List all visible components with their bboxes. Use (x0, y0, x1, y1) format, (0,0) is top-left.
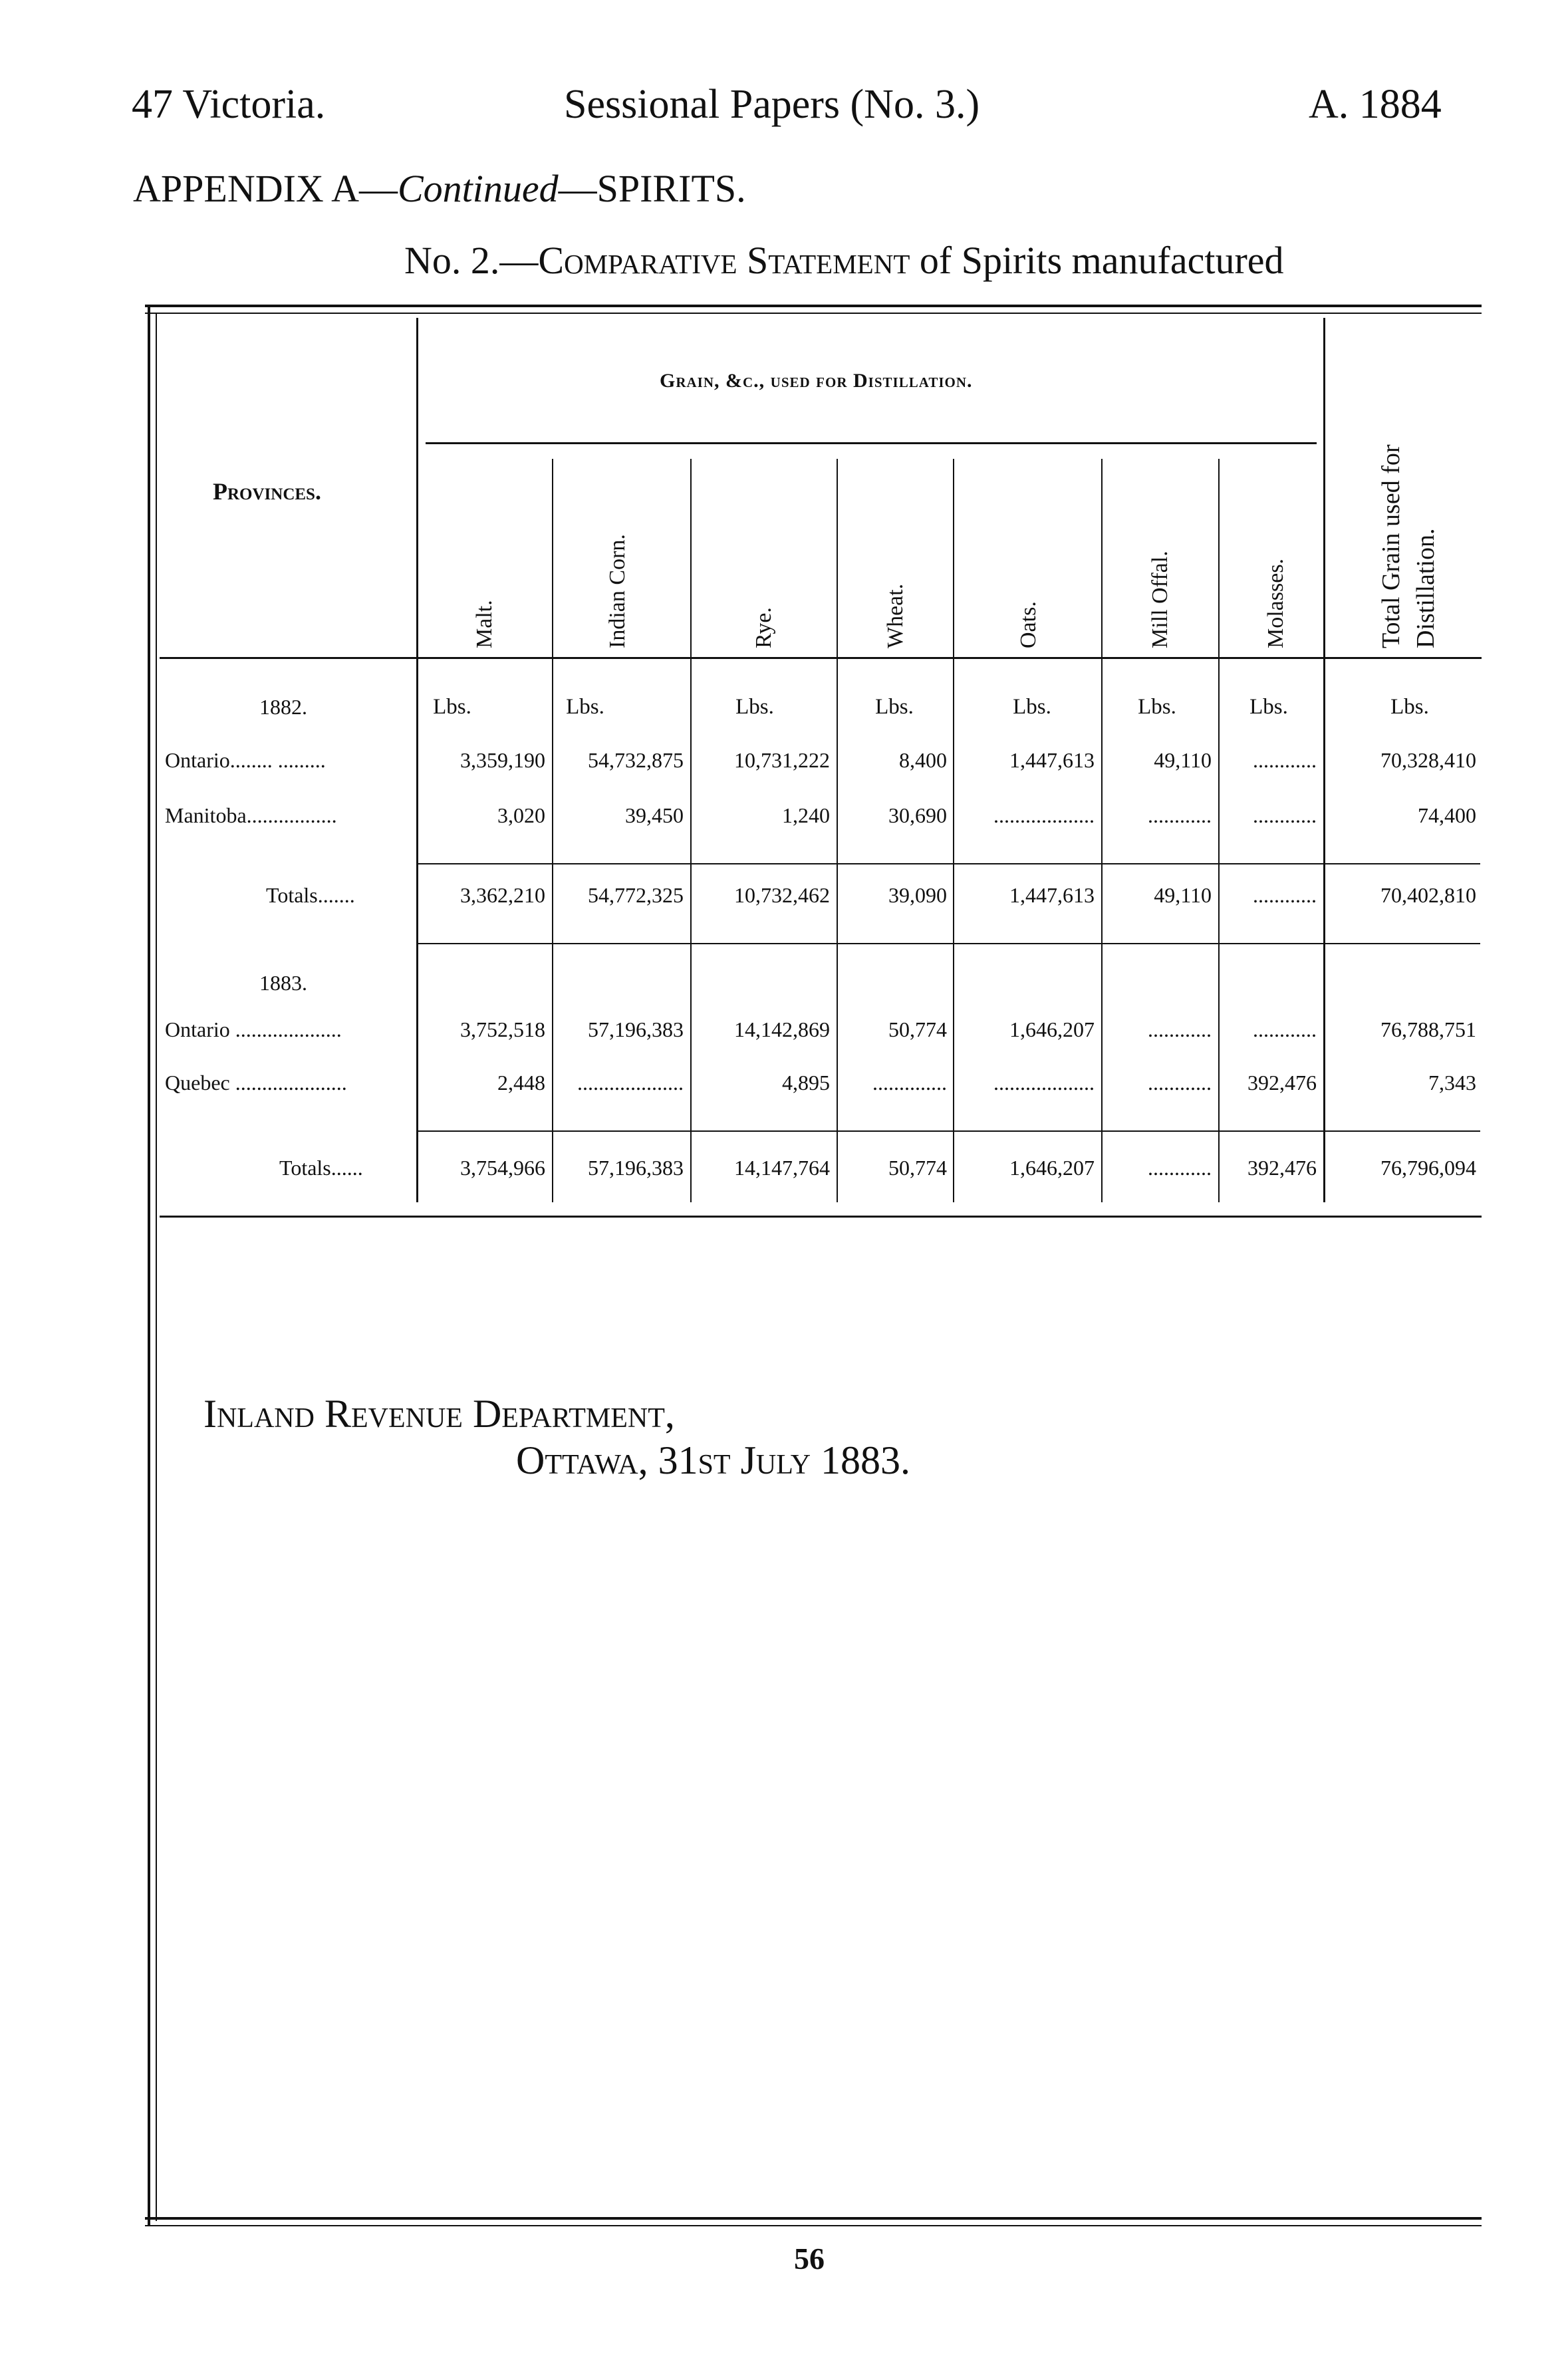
row-1882-ontario-malt: 3,359,190 (460, 748, 545, 772)
rule-before-totals-1883 (416, 1130, 1480, 1132)
row-1882-ontario-wheat: 8,400 (899, 748, 947, 772)
row-1882-manitoba-molasses: ............ (1253, 803, 1317, 827)
row-1883-ontario-rye: 14,142,869 (734, 1017, 830, 1041)
row-1882-ontario-oats: 1,447,613 (1009, 748, 1095, 772)
row-1883-quebec-molasses: 392,476 (1247, 1071, 1317, 1095)
unit-rye: Lbs. (735, 695, 774, 719)
row-1883-totals-malt: 3,754,966 (460, 1156, 545, 1180)
row-1883-quebec-mill-offal: ............ (1148, 1071, 1212, 1095)
col-header-mill-offal: Mill Offal. (1148, 551, 1172, 648)
col-header-wheat: Wheat. (883, 583, 908, 648)
col-header-molasses: Molasses. (1263, 558, 1288, 648)
row-1882-ontario-indian-corn: 54,732,875 (588, 748, 684, 772)
row-1883-totals-mill-offal: ............ (1148, 1156, 1212, 1180)
row-1882-ontario-molasses: ............ (1253, 748, 1317, 772)
grain-group-underline (426, 442, 1317, 444)
row-1882-manitoba-oats: ................... (993, 803, 1095, 827)
row-1883-ontario-total: 76,788,751 (1380, 1017, 1476, 1041)
row-1883-totals-rye: 14,147,764 (734, 1156, 830, 1180)
appendix-continued: Continued (398, 167, 559, 210)
row-1882-manitoba-indian-corn: 39,450 (625, 803, 684, 827)
table-top-rule-thin (145, 313, 1482, 314)
row-1883-ontario-oats: 1,646,207 (1009, 1017, 1095, 1041)
rule-before-totals-1882 (416, 863, 1480, 864)
unit-indian-corn: Lbs. (566, 695, 604, 719)
row-1882-totals-rye: 10,732,462 (734, 883, 830, 907)
table-left-border-inner (156, 313, 157, 2221)
row-1882-totals-molasses: ............ (1253, 883, 1317, 907)
unit-mill-offal: Lbs. (1138, 695, 1176, 719)
running-header-right: A. 1884 (1309, 82, 1442, 127)
row-1882-manitoba-total: 74,400 (1418, 803, 1476, 827)
col-header-malt: Malt. (472, 600, 497, 648)
statement-prefix: No. 2.— (404, 239, 539, 282)
row-1882-ontario-mill-offal: 49,110 (1154, 748, 1212, 772)
statement-suffix: of Spirits manufactured (910, 239, 1284, 282)
appendix-suffix: —SPIRITS. (558, 167, 746, 210)
row-1883-totals-oats: 1,646,207 (1009, 1156, 1095, 1180)
statement-title (404, 238, 1284, 283)
row-1883-ontario-mill-offal: ............ (1148, 1017, 1212, 1041)
row-1883-ontario-malt: 3,752,518 (460, 1017, 545, 1041)
row-1883-ontario-molasses: ............ (1253, 1017, 1317, 1041)
row-1882-manitoba-malt: 3,020 (497, 803, 545, 827)
running-header-left: 47 Victoria. (132, 82, 326, 127)
statement-comparative: Comparative Statement (538, 239, 910, 282)
page-bottom-rule (145, 2217, 1482, 2220)
unit-oats: Lbs. (1013, 695, 1051, 719)
rule-after-totals-1882 (416, 943, 1480, 944)
row-1882-ontario-label: Ontario........ ......... (165, 748, 326, 772)
row-1883-ontario-wheat: 50,774 (888, 1017, 947, 1041)
table-bottom-rule (160, 1216, 1482, 1218)
appendix-title (133, 166, 746, 211)
row-1883-totals-indian-corn: 57,196,383 (588, 1156, 684, 1180)
row-1883-quebec-malt: 2,448 (497, 1071, 545, 1095)
row-1882-totals-malt: 3,362,210 (460, 883, 545, 907)
row-1883-quebec-oats: ................... (993, 1071, 1095, 1095)
row-1882-totals-indian-corn: 54,772,325 (588, 883, 684, 907)
row-1882-ontario-total: 70,328,410 (1380, 748, 1476, 772)
row-1883-totals-wheat: 50,774 (888, 1156, 947, 1180)
col-sep-provinces (416, 318, 418, 1202)
page-bottom-rule-thin (145, 2225, 1482, 2226)
row-1883-quebec-total: 7,343 (1428, 1071, 1476, 1095)
provinces-header: Provinces. (213, 478, 321, 505)
row-1882-totals-total: 70,402,810 (1380, 883, 1476, 907)
page-number: 56 (794, 2242, 825, 2276)
row-1883-quebec-label: Quebec ..................... (165, 1071, 347, 1095)
header-bottom-rule (160, 657, 1482, 659)
row-1883-quebec-rye: 4,895 (782, 1071, 830, 1095)
unit-molasses: Lbs. (1249, 695, 1288, 719)
row-1882-ontario-rye: 10,731,222 (734, 748, 830, 772)
row-1882-manitoba-wheat: 30,690 (888, 803, 947, 827)
row-1883-quebec-indian-corn: .................... (577, 1071, 684, 1095)
grain-group-header: Grain, &c., used for Distillation. (660, 370, 973, 392)
col-header-oats: Oats. (1016, 601, 1041, 648)
col-header-total-line1: Total Grain used for (1377, 444, 1405, 648)
row-1882-manitoba-rye: 1,240 (782, 803, 830, 827)
signature-place-date: Ottawa, 31st July 1883. (516, 1438, 911, 1482)
year-1883-label: 1883. (259, 971, 307, 995)
row-1882-manitoba-mill-offal: ............ (1148, 803, 1212, 827)
unit-malt: Lbs. (433, 695, 471, 719)
row-1882-totals-label: Totals....... (266, 883, 355, 907)
running-header-center: Sessional Papers (No. 3.) (564, 82, 980, 127)
unit-total: Lbs. (1390, 695, 1429, 719)
table-top-rule (145, 305, 1482, 307)
col-header-rye: Rye. (751, 607, 776, 648)
row-1883-totals-total: 76,796,094 (1380, 1156, 1476, 1180)
signature-department: Inland Revenue Department, (203, 1392, 675, 1436)
row-1883-totals-molasses: 392,476 (1247, 1156, 1317, 1180)
row-1882-manitoba-label: Manitoba................. (165, 803, 337, 827)
row-1883-ontario-indian-corn: 57,196,383 (588, 1017, 684, 1041)
row-1883-ontario-label: Ontario .................... (165, 1017, 342, 1041)
row-1882-totals-mill-offal: 49,110 (1154, 883, 1212, 907)
row-1883-totals-label: Totals...... (279, 1156, 363, 1180)
col-header-indian-corn: Indian Corn. (605, 534, 630, 648)
row-1883-quebec-wheat: .............. (872, 1071, 947, 1095)
col-header-total-line2: Distillation. (1412, 528, 1440, 648)
appendix-prefix: APPENDIX A— (133, 167, 398, 210)
row-1882-totals-oats: 1,447,613 (1009, 883, 1095, 907)
year-1882-label: 1882. (259, 695, 307, 719)
unit-wheat: Lbs. (875, 695, 914, 719)
row-1882-totals-wheat: 39,090 (888, 883, 947, 907)
table-left-border (148, 305, 150, 2226)
